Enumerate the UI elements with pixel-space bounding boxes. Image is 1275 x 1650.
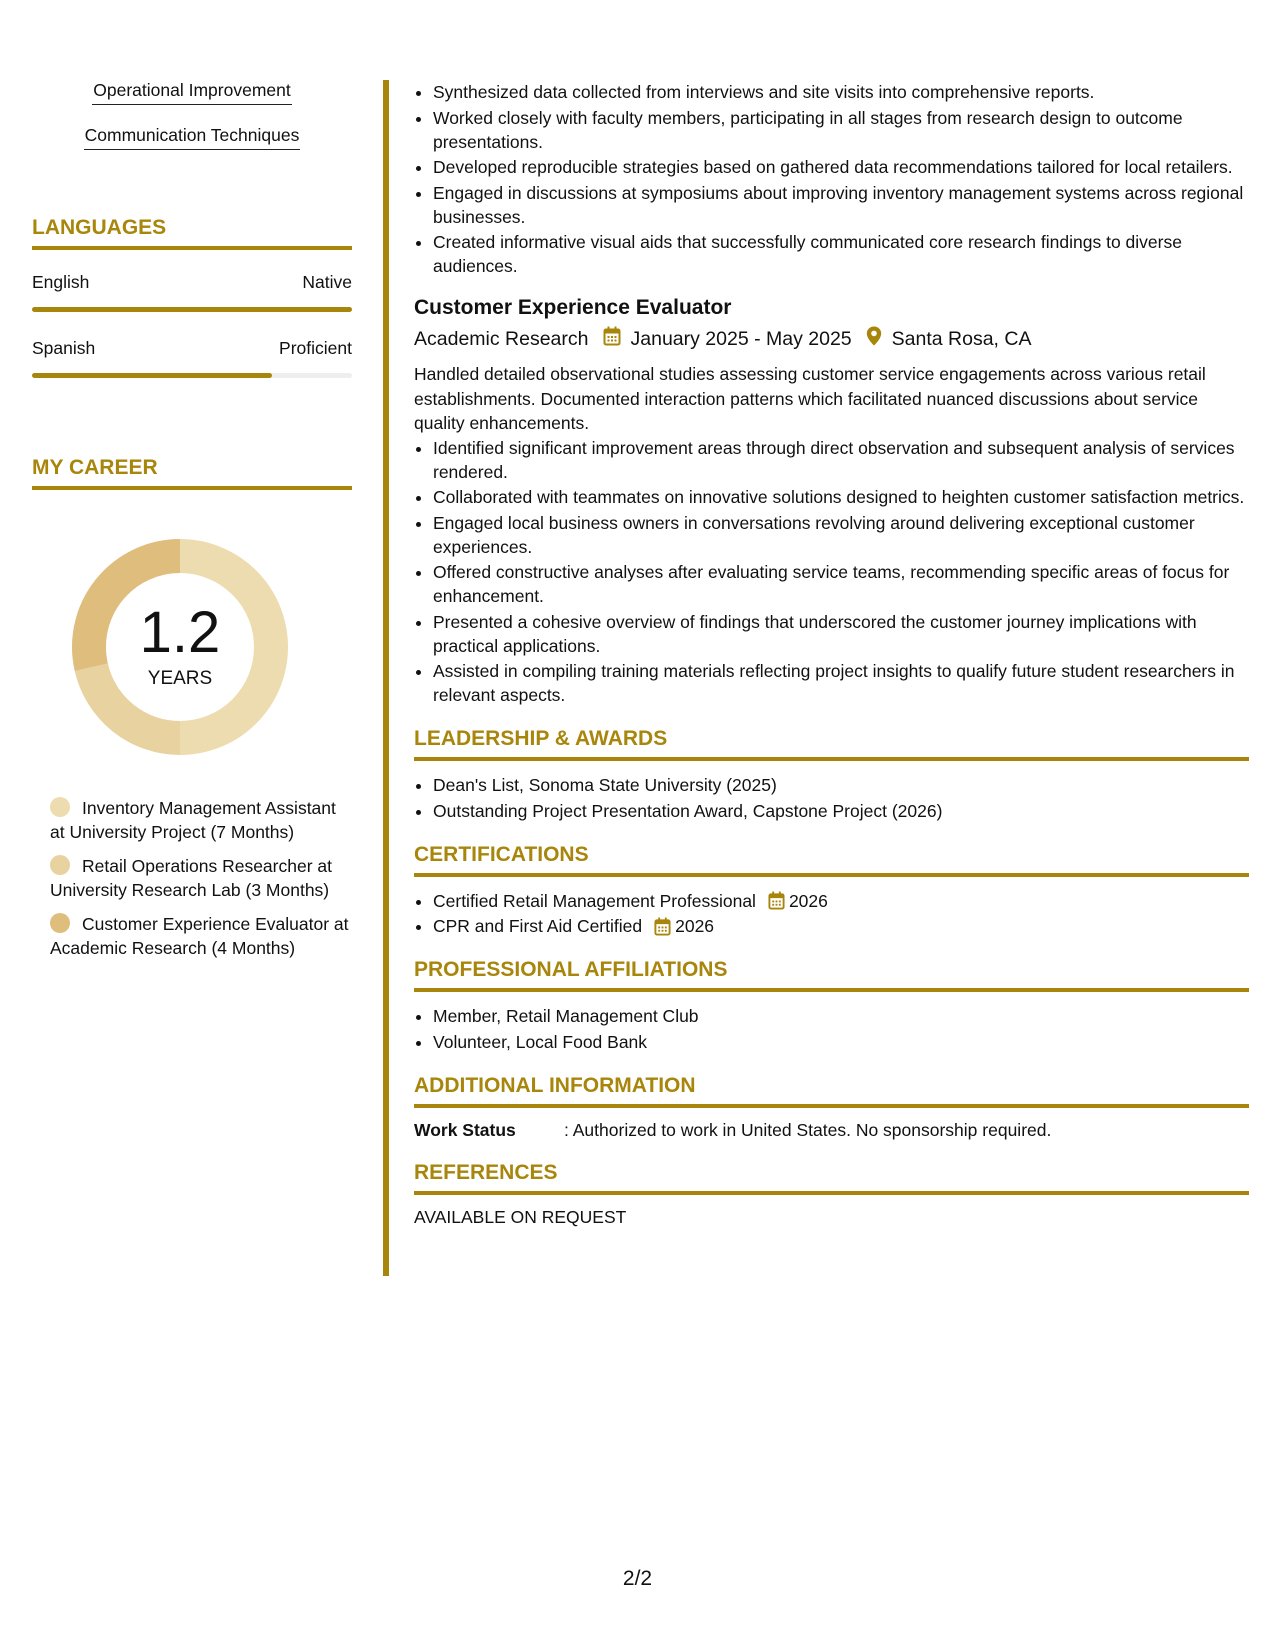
affiliation-item: • Volunteer, Local Food Bank: [433, 1030, 1249, 1054]
certifications-heading: CERTIFICATIONS: [414, 843, 1249, 877]
legend-dot-icon: [50, 855, 70, 875]
right-column: [414, 80, 1249, 1228]
leadership-heading: LEADERSHIP & AWARDS: [414, 727, 1249, 761]
bullet-item: • Engaged in discussions at symposiums about improving inventory management systems across regional businesses.: [433, 181, 1249, 229]
certification-item: [433, 914, 1249, 938]
work-status-label: Work Status: [414, 1119, 516, 1140]
bullet-item: • Presented a cohesive overview of findings that underscored the customer journey implications with practical applications.: [433, 610, 1249, 658]
work-status-row: [414, 1120, 1249, 1141]
previous-job-bullets: [414, 80, 1249, 278]
language-level: Proficient: [279, 338, 352, 358]
calendar-icon: [654, 917, 671, 936]
career-donut-chart: [65, 532, 295, 762]
affiliations-heading: PROFESSIONAL AFFILIATIONS: [414, 958, 1249, 992]
job-title: Customer Experience Evaluator: [414, 296, 732, 319]
job-meta: [414, 326, 1249, 352]
language-name: English: [32, 272, 90, 292]
skill-item: Communication Techniques: [32, 125, 352, 170]
calendar-icon: [603, 326, 621, 352]
job-location: Santa Rosa, CA: [891, 327, 1032, 350]
career-total-years: 1.2: [139, 600, 221, 665]
additional-info-heading: ADDITIONAL INFORMATION: [414, 1074, 1249, 1108]
job-company: Academic Research: [414, 327, 589, 350]
certification-name: • CPR and First Aid Certified: [433, 916, 643, 936]
certifications-list: [414, 889, 1249, 939]
bullet-item: • Worked closely with faculty members, participating in all stages from research design to outcome presentations.: [433, 106, 1249, 154]
language-proficiency-bar: [32, 373, 352, 378]
bullet-item: • Collaborated with teammates on innovative solutions designed to heighten customer satisfaction metrics.: [433, 485, 1249, 509]
language-level: Native: [302, 272, 352, 292]
language-proficiency-fill: [32, 373, 272, 378]
bullet-item: • Developed reproducible strategies based on gathered data recommendations tailored for local retailers.: [433, 155, 1249, 179]
bullet-item: • Engaged local business owners in conversations revolving around delivering exceptional customer experiences.: [433, 511, 1249, 559]
certification-year: 2026: [675, 916, 715, 936]
legend-dot-icon: [50, 797, 70, 817]
bullet-item: • Assisted in compiling training materials reflecting project insights to qualify future student researchers in relevant aspects.: [433, 659, 1249, 707]
certification-item: [433, 889, 1249, 913]
affiliation-item: • Member, Retail Management Club: [433, 1004, 1249, 1028]
bullet-item: • Identified significant improvement areas through direct observation and subsequent analysis of services rendered.: [433, 436, 1249, 484]
job-description: Handled detailed observational studies assessing customer service engagements across various retail establishments. Documented interaction patterns which facilitated nuanced discussions about service quality enhancements.: [414, 364, 1206, 433]
languages-heading: LANGUAGES: [32, 216, 352, 250]
references-text: AVAILABLE ON REQUEST: [414, 1206, 627, 1227]
page-number: 2/2: [622, 1567, 653, 1590]
award-item: • Dean's List, Sonoma State University (2025): [433, 773, 1249, 797]
certification-year: 2026: [788, 890, 828, 911]
career-legend-item: Inventory Management Assistant at University Project (7 Months): [50, 798, 336, 842]
career-legend-item: Retail Operations Researcher at University Research Lab (3 Months): [50, 856, 332, 900]
location-pin-icon: [866, 326, 882, 352]
column-divider: [383, 80, 389, 1276]
work-status-value: : Authorized to work in United States. No sponsorship required.: [564, 1119, 1052, 1140]
career-legend-item: Customer Experience Evaluator at Academic Research (4 Months): [50, 914, 349, 958]
language-name: Spanish: [32, 338, 96, 358]
bullet-item: • Offered constructive analyses after evaluating service teams, recommending specific areas of focus for enhancement.: [433, 560, 1249, 608]
language-entry: [32, 272, 352, 312]
calendar-icon: [768, 891, 785, 910]
certification-name: • Certified Retail Management Professional: [433, 890, 756, 911]
language-proficiency-fill: [32, 307, 352, 312]
bullet-item: • Synthesized data collected from interviews and site visits into comprehensive reports.: [433, 80, 1249, 104]
award-item: • Outstanding Project Presentation Award, Capstone Project (2026): [433, 799, 1249, 823]
left-column: [32, 80, 352, 970]
references-heading: REFERENCES: [414, 1161, 1249, 1195]
job-dates: January 2025 - May 2025: [630, 327, 852, 350]
job-bullets: [414, 436, 1249, 708]
language-entry: [32, 338, 352, 378]
legend-dot-icon: [50, 913, 70, 933]
career-legend: [32, 796, 352, 960]
career-heading: MY CAREER: [32, 456, 352, 490]
skill-item: Operational Improvement: [32, 80, 352, 125]
career-years-label: YEARS: [147, 668, 213, 689]
language-proficiency-bar: [32, 307, 352, 312]
leadership-list: [414, 773, 1249, 823]
bullet-item: • Created informative visual aids that successfully communicated core research findings to diverse audiences.: [433, 230, 1249, 278]
affiliations-list: [414, 1004, 1249, 1054]
